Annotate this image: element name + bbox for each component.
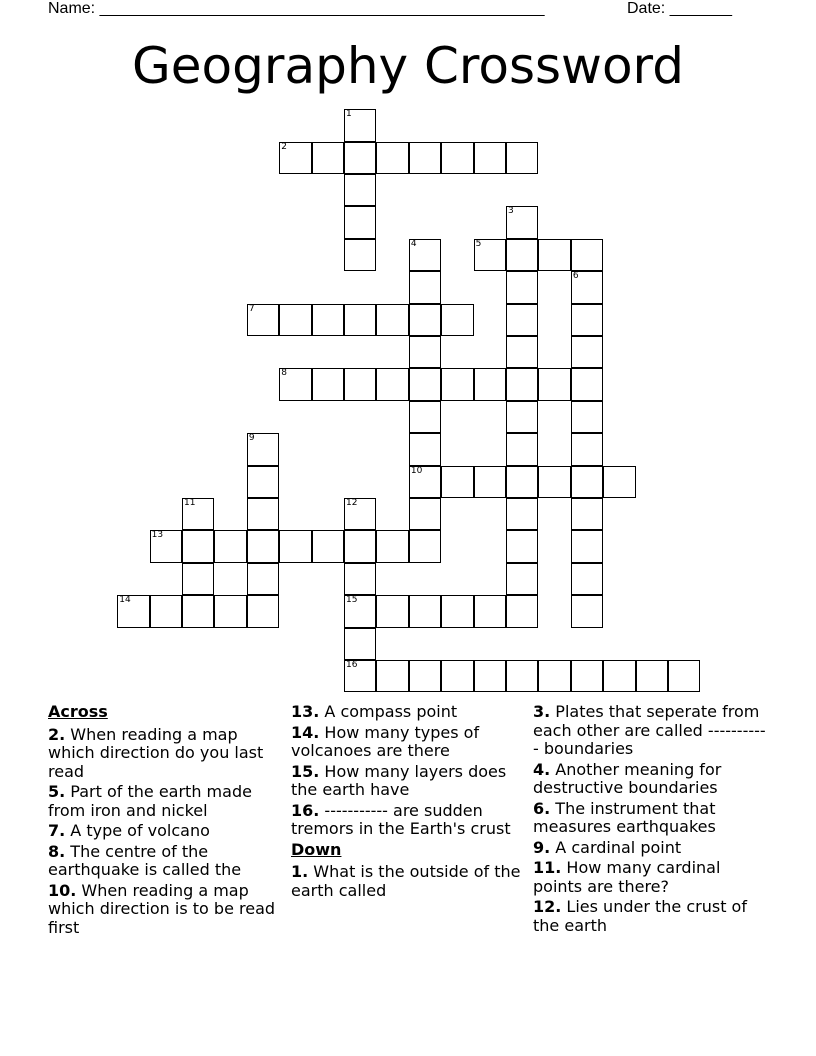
- grid-cell[interactable]: [571, 336, 603, 368]
- clue-item-number: 11.: [533, 858, 562, 877]
- grid-cell[interactable]: [312, 368, 344, 400]
- grid-cell[interactable]: [279, 368, 311, 400]
- grid-cell[interactable]: [506, 595, 538, 627]
- grid-cell[interactable]: [409, 401, 441, 433]
- clue-item-text: How many cardinal points are there?: [533, 858, 721, 896]
- clue-item: [48, 783, 284, 820]
- clue-column-1: [48, 703, 284, 939]
- grid-cell[interactable]: [474, 595, 506, 627]
- clue-item: [291, 763, 527, 800]
- grid-cell[interactable]: [441, 304, 473, 336]
- clue-item-text: Part of the earth made from iron and nickel: [48, 782, 252, 820]
- grid-cell[interactable]: [571, 368, 603, 400]
- grid-cell[interactable]: [571, 239, 603, 271]
- grid-cell[interactable]: [344, 563, 376, 595]
- grid-cell[interactable]: [571, 530, 603, 562]
- grid-cell[interactable]: [506, 142, 538, 174]
- clue-number: 10: [410, 465, 423, 476]
- clue-item-text: When reading a map which direction do you last read: [48, 724, 264, 781]
- clue-item-number: 13.: [291, 702, 320, 721]
- grid-cell[interactable]: [376, 530, 408, 562]
- clue-item-text: ----------- are sudden tremors in the Earth's crust: [291, 800, 511, 838]
- grid-cell[interactable]: [571, 660, 603, 692]
- clue-item-number: 2.: [48, 724, 66, 744]
- grid-cell[interactable]: [344, 142, 376, 174]
- grid-cell[interactable]: [409, 660, 441, 692]
- grid-cell[interactable]: [538, 466, 570, 498]
- clue-item-text: The centre of the earthquake is called the: [48, 841, 242, 879]
- grid-cell[interactable]: [182, 498, 214, 530]
- page-title: Geography Crossword: [132, 37, 684, 95]
- clue-item-text: A cardinal point: [550, 837, 682, 857]
- clue-item: [291, 802, 527, 839]
- grid-cell[interactable]: [247, 466, 279, 498]
- clue-item: [533, 761, 769, 798]
- grid-cell[interactable]: [636, 660, 668, 692]
- grid-cell[interactable]: [376, 368, 408, 400]
- clue-column-3: [533, 703, 769, 937]
- grid-cell[interactable]: [409, 336, 441, 368]
- grid-cell[interactable]: [474, 368, 506, 400]
- grid-cell[interactable]: [441, 660, 473, 692]
- clue-number: 3: [508, 206, 514, 217]
- clue-item-number: 14.: [291, 722, 320, 742]
- clue-item-text: How many types of volcanoes are there: [291, 722, 480, 760]
- grid-cell[interactable]: [344, 304, 376, 336]
- grid-cell[interactable]: [409, 466, 441, 498]
- grid-cell[interactable]: [506, 433, 538, 465]
- grid-cell[interactable]: [409, 271, 441, 303]
- grid-cell[interactable]: [247, 595, 279, 627]
- grid-cell[interactable]: [344, 239, 376, 271]
- clue-item: [291, 703, 527, 722]
- grid-cell[interactable]: [571, 304, 603, 336]
- grid-cell[interactable]: [344, 368, 376, 400]
- grid-cell[interactable]: [247, 498, 279, 530]
- date-field-label: Date: _______: [627, 0, 732, 17]
- grid-cell[interactable]: [571, 563, 603, 595]
- clue-item-text: Another meaning for destructive boundaries: [533, 759, 722, 797]
- grid-cell[interactable]: [182, 563, 214, 595]
- clue-item-text: A type of volcano: [65, 821, 210, 840]
- grid-cell[interactable]: [506, 368, 538, 400]
- grid-cell[interactable]: [409, 304, 441, 336]
- grid-cell[interactable]: [538, 368, 570, 400]
- grid-cell[interactable]: [247, 563, 279, 595]
- clue-item-number: 10.: [48, 880, 77, 900]
- grid-cell[interactable]: [441, 142, 473, 174]
- grid-cell[interactable]: [409, 142, 441, 174]
- clue-item-text: Plates that seperate from each other are called ----------- boundaries: [533, 702, 766, 758]
- grid-cell[interactable]: [603, 466, 635, 498]
- clue-item-text: A compass point: [319, 702, 458, 721]
- grid-cell[interactable]: [279, 142, 311, 174]
- clue-item: [533, 859, 769, 896]
- clue-number: 2: [281, 141, 287, 152]
- clue-item: [291, 863, 527, 900]
- grid-cell[interactable]: [506, 271, 538, 303]
- clue-item-number: 7.: [48, 821, 66, 840]
- grid-cell[interactable]: [344, 628, 376, 660]
- grid-cell[interactable]: [182, 530, 214, 562]
- grid-cell[interactable]: [506, 336, 538, 368]
- grid-cell[interactable]: [571, 595, 603, 627]
- grid-cell[interactable]: [409, 239, 441, 271]
- clue-item-number: 4.: [533, 759, 551, 779]
- grid-cell[interactable]: [150, 595, 182, 627]
- grid-cell[interactable]: [376, 660, 408, 692]
- clue-number: 13: [151, 530, 164, 541]
- clue-number: 11: [184, 498, 196, 509]
- clue-number: 14: [119, 595, 131, 606]
- clue-item: [48, 882, 284, 938]
- grid-cell[interactable]: [538, 239, 570, 271]
- grid-cell[interactable]: [441, 595, 473, 627]
- grid-cell[interactable]: [247, 530, 279, 562]
- clue-item: [533, 703, 769, 759]
- grid-cell[interactable]: [409, 368, 441, 400]
- grid-cell[interactable]: [571, 498, 603, 530]
- clue-number: 4: [410, 238, 417, 249]
- grid-cell[interactable]: [279, 530, 311, 562]
- clue-number: 9: [248, 433, 255, 444]
- grid-cell[interactable]: [441, 368, 473, 400]
- grid-cell[interactable]: [312, 530, 344, 562]
- clue-number: 1: [346, 109, 352, 120]
- grid-cell[interactable]: [474, 660, 506, 692]
- clue-number: 5: [475, 238, 482, 249]
- clue-item-text: The instrument that measures earthquakes: [533, 798, 716, 836]
- clue-item: [291, 724, 527, 761]
- clue-number: 16: [346, 660, 358, 671]
- clue-item: [533, 839, 769, 858]
- grid-cell[interactable]: [344, 498, 376, 530]
- grid-cell[interactable]: [117, 595, 149, 627]
- grid-cell[interactable]: [409, 595, 441, 627]
- grid-cell[interactable]: [506, 206, 538, 238]
- grid-cell[interactable]: [506, 239, 538, 271]
- grid-cell[interactable]: [474, 142, 506, 174]
- clue-item: [533, 898, 769, 935]
- grid-cell[interactable]: [409, 530, 441, 562]
- clue-item-text: When reading a map which direction is to be read first: [48, 880, 276, 937]
- name-field-label: Name: __________________________________________________: [48, 0, 545, 17]
- clue-item-number: 9.: [533, 837, 551, 857]
- grid-cell[interactable]: [247, 304, 279, 336]
- clue-item: [48, 843, 284, 880]
- clue-item-number: 1.: [291, 862, 309, 881]
- grid-cell[interactable]: [344, 530, 376, 562]
- clue-item-number: 6.: [533, 798, 551, 818]
- clue-item-text: How many layers does the earth have: [291, 761, 507, 799]
- grid-cell[interactable]: [506, 530, 538, 562]
- grid-cell[interactable]: [409, 498, 441, 530]
- clue-column-2: [291, 703, 527, 902]
- grid-cell[interactable]: [474, 466, 506, 498]
- grid-cell[interactable]: [214, 530, 246, 562]
- grid-cell[interactable]: [182, 595, 214, 627]
- grid-cell[interactable]: [344, 109, 376, 141]
- clue-item-number: 8.: [48, 841, 66, 861]
- grid-cell[interactable]: [344, 660, 376, 692]
- clue-item: [533, 800, 769, 837]
- clue-item-text: Lies under the crust of the earth: [533, 897, 747, 935]
- clue-item-number: 15.: [291, 761, 320, 781]
- grid-cell[interactable]: [279, 304, 311, 336]
- clue-item: [48, 726, 284, 782]
- across-heading: Across: [48, 702, 108, 721]
- grid-cell[interactable]: [538, 660, 570, 692]
- grid-cell[interactable]: [506, 466, 538, 498]
- grid-cell[interactable]: [571, 271, 603, 303]
- grid-cell[interactable]: [571, 401, 603, 433]
- grid-cell[interactable]: [312, 142, 344, 174]
- grid-cell[interactable]: [506, 304, 538, 336]
- grid-cell[interactable]: [571, 466, 603, 498]
- clue-item-number: 16.: [291, 800, 320, 820]
- clue-item-number: 5.: [48, 782, 66, 801]
- grid-cell[interactable]: [506, 563, 538, 595]
- clue-item-number: 3.: [533, 702, 551, 721]
- grid-cell[interactable]: [506, 660, 538, 692]
- down-heading: Down: [291, 839, 342, 859]
- clue-number: 8: [281, 368, 287, 379]
- grid-cell[interactable]: [441, 466, 473, 498]
- grid-cell[interactable]: [409, 433, 441, 465]
- grid-cell[interactable]: [474, 239, 506, 271]
- grid-cell[interactable]: [376, 304, 408, 336]
- grid-cell[interactable]: [571, 433, 603, 465]
- grid-cell[interactable]: [247, 433, 279, 465]
- clue-number: 15: [346, 595, 358, 606]
- grid-cell[interactable]: [150, 530, 182, 562]
- grid-cell[interactable]: [376, 142, 408, 174]
- grid-cell[interactable]: [214, 595, 246, 627]
- grid-cell[interactable]: [506, 401, 538, 433]
- clue-number: 12: [346, 498, 358, 509]
- clue-item: [48, 822, 284, 841]
- grid-cell[interactable]: [344, 174, 376, 206]
- grid-cell[interactable]: [344, 595, 376, 627]
- clue-number: 6: [572, 271, 579, 282]
- clue-item-text: What is the outside of the earth called: [291, 862, 521, 900]
- grid-cell[interactable]: [668, 660, 700, 692]
- grid-cell[interactable]: [344, 206, 376, 238]
- clue-number: 7: [248, 303, 255, 314]
- clue-item-number: 12.: [533, 897, 562, 916]
- grid-cell[interactable]: [312, 304, 344, 336]
- grid-cell[interactable]: [506, 498, 538, 530]
- grid-cell[interactable]: [603, 660, 635, 692]
- grid-cell[interactable]: [376, 595, 408, 627]
